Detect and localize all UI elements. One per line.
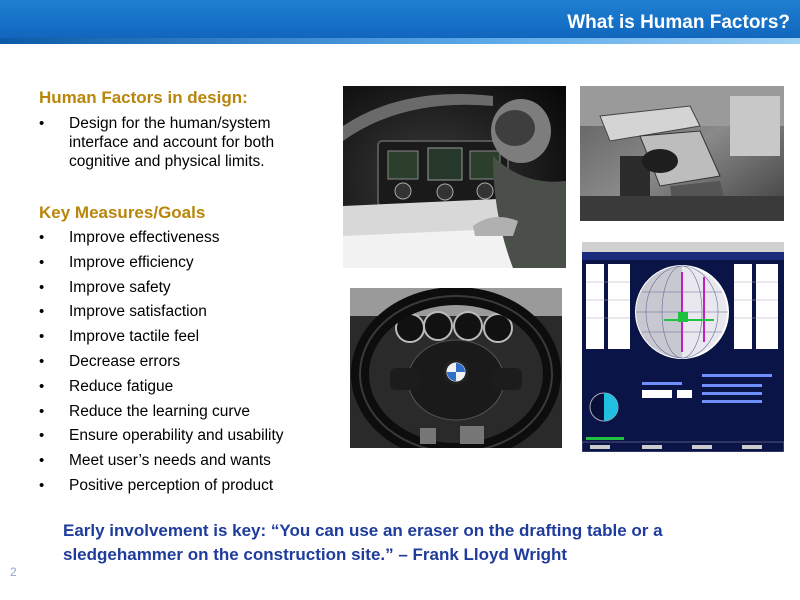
design-bullet-list (39, 114, 329, 171)
goal-item: • Improve satisfaction (39, 300, 284, 325)
software-display-screenshot (582, 242, 784, 452)
goal-item: • Positive perception of product (39, 474, 284, 499)
bullet-icon: • (39, 352, 45, 370)
bullet-icon: • (39, 427, 45, 445)
slide-number: 2 (10, 565, 17, 579)
bullet-icon: • (39, 476, 45, 494)
mechanical-arm-photo (580, 86, 784, 221)
goal-item: • Ensure operability and usability (39, 424, 284, 449)
design-bullet: • Design for the human/system interface and account for both cognitive and physical limits. (39, 115, 275, 170)
slide-title: What is Human Factors? (567, 12, 790, 33)
goal-item: • Decrease errors (39, 350, 284, 375)
bullet-icon: • (39, 328, 45, 346)
goal-item: • Meet user’s needs and wants (39, 449, 284, 474)
bullet-icon: • (39, 402, 45, 420)
goal-item: • Reduce the learning curve (39, 400, 284, 425)
bullet-icon: • (39, 278, 45, 296)
goal-item: • Improve safety (39, 276, 284, 301)
goals-bullet-list (39, 226, 284, 499)
goal-item: • Improve efficiency (39, 251, 284, 276)
goal-item: • Improve tactile feel (39, 325, 284, 350)
bullet-icon: • (39, 377, 45, 395)
title-bar (0, 0, 800, 44)
cockpit-photo (343, 86, 566, 268)
bullet-icon: • (39, 229, 45, 246)
quote-text: Early involvement is key: “You can use an eraser on the drafting table or a sledgehammer on the construction site.” – Frank Lloyd Wright (63, 521, 663, 564)
bullet-icon: • (39, 115, 45, 132)
design-heading: Human Factors in design: (39, 88, 248, 107)
goal-item: • Improve effectiveness (39, 226, 284, 251)
bullet-icon: • (39, 452, 45, 470)
goal-item: • Reduce fatigue (39, 375, 284, 400)
title-bar-stripe (0, 38, 800, 44)
bullet-icon: • (39, 303, 45, 321)
steering-wheel-photo (350, 288, 562, 448)
goals-heading: Key Measures/Goals (39, 203, 206, 222)
bullet-icon: • (39, 253, 45, 271)
